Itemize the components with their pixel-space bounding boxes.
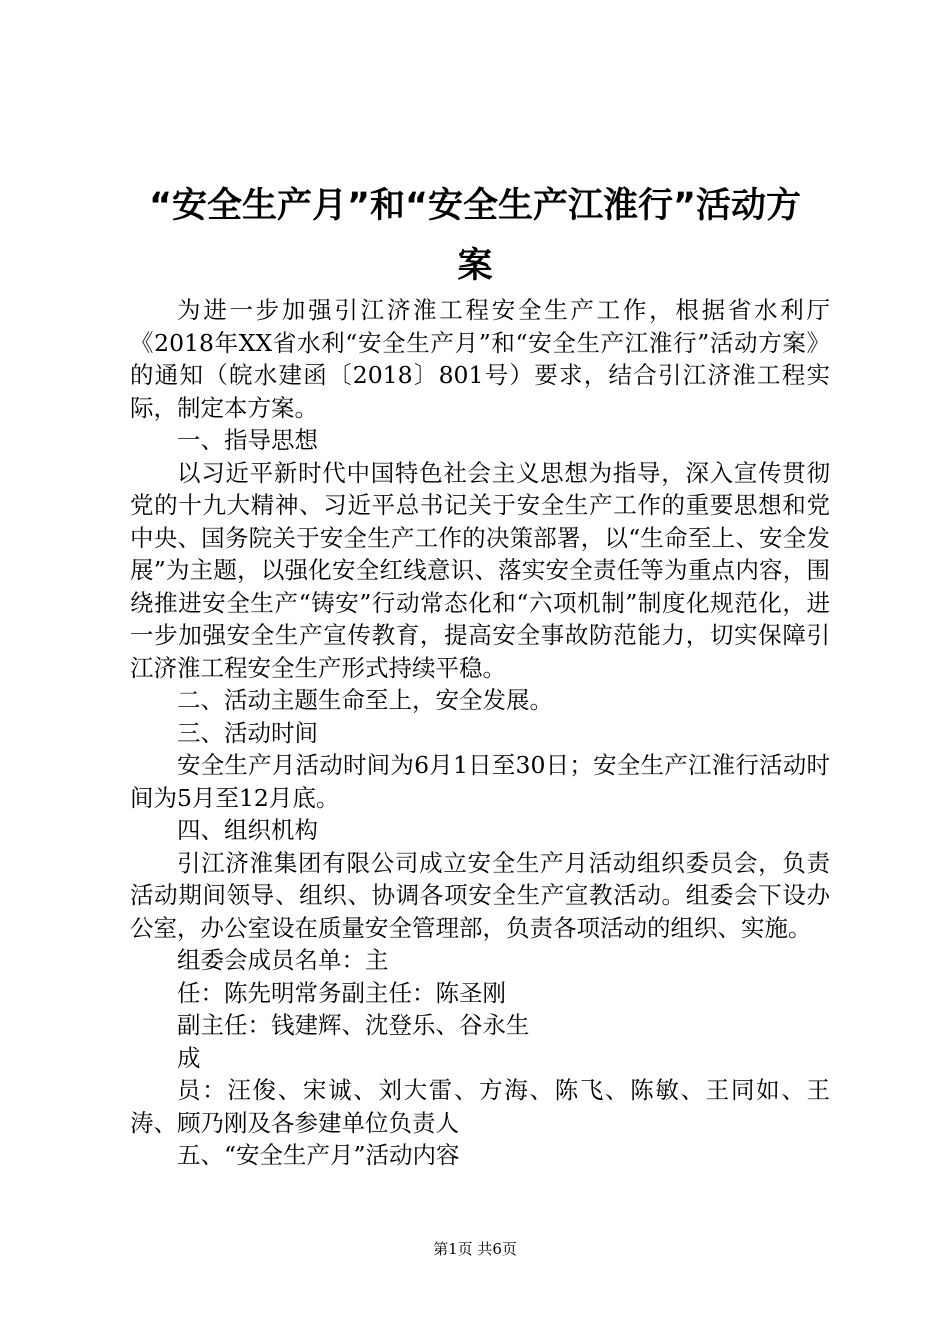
- document-body: [130, 294, 830, 1172]
- committee-members-label: 成: [177, 1043, 201, 1072]
- title-line-1: “安全生产月”和“安全生产江淮行”活动方: [148, 186, 801, 226]
- committee-list-heading: 组委会成员名单：主: [177, 946, 389, 974]
- section-heading-activity-content: 五、“安全生产月”活动内容: [177, 1141, 460, 1169]
- title-line-2: 案: [457, 246, 493, 286]
- section-heading-activity-time: 三、活动时间: [177, 718, 318, 747]
- committee-director-line: 任：陈先明常务副主任：陈圣刚: [177, 978, 506, 1007]
- organization-paragraph: 引江济淮集团有限公司成立安全生产月活动组织委员会，负责活动期间领导、组织、协调各项安全生产宣教活动。组委会下设办公室，办公室设在质量安全管理部，负责各项活动的组织、实施。: [130, 848, 830, 942]
- intro-paragraph: 为进一步加强引江济淮工程安全生产工作，根据省水利厅《2018年XX省水利“安全生产月”和“安全生产江淮行”活动方案》的通知（皖水建函〔2018〕801号）要求，结合引江济淮工程实际，制定本方案。: [130, 296, 830, 422]
- section-heading-activity-theme: 二、活动主题生命至上，安全发展。: [177, 686, 553, 714]
- page-number-footer: 第1页 共6页: [433, 1240, 517, 1258]
- guiding-ideology-paragraph: 以习近平新时代中国特色社会主义思想为指导，深入宣传贯彻党的十九大精神、习近平总书记关于安全生产工作的重要思想和党中央、国务院关于安全生产工作的决策部署，以“生命至上、安全发展”为主题，以强化安全红线意识、落实安全责任等为重点内容，围绕推进安全生产“铸安”行动常态化和“六项机制”制度化规范化，进一步加强安全生产宣传教育，提高安全事故防范能力，切实保障引江济淮工程安全生产形式持续平稳。: [130, 458, 830, 682]
- committee-members-line: 员：汪俊、宋诚、刘大雷、方海、陈飞、陈敏、王同如、王涛、顾乃刚及各参建单位负责人: [130, 1076, 830, 1137]
- section-heading-guiding-ideology: 一、指导思想: [177, 426, 318, 454]
- activity-time-paragraph: 安全生产月活动时间为6月1日至30日；安全生产江淮行活动时间为5月至12月底。: [130, 751, 830, 812]
- section-heading-organization: 四、组织机构: [177, 816, 318, 844]
- committee-deputy-director-line: 副主任：钱建辉、沈登乐、谷永生: [177, 1011, 530, 1039]
- document-title: [110, 176, 840, 296]
